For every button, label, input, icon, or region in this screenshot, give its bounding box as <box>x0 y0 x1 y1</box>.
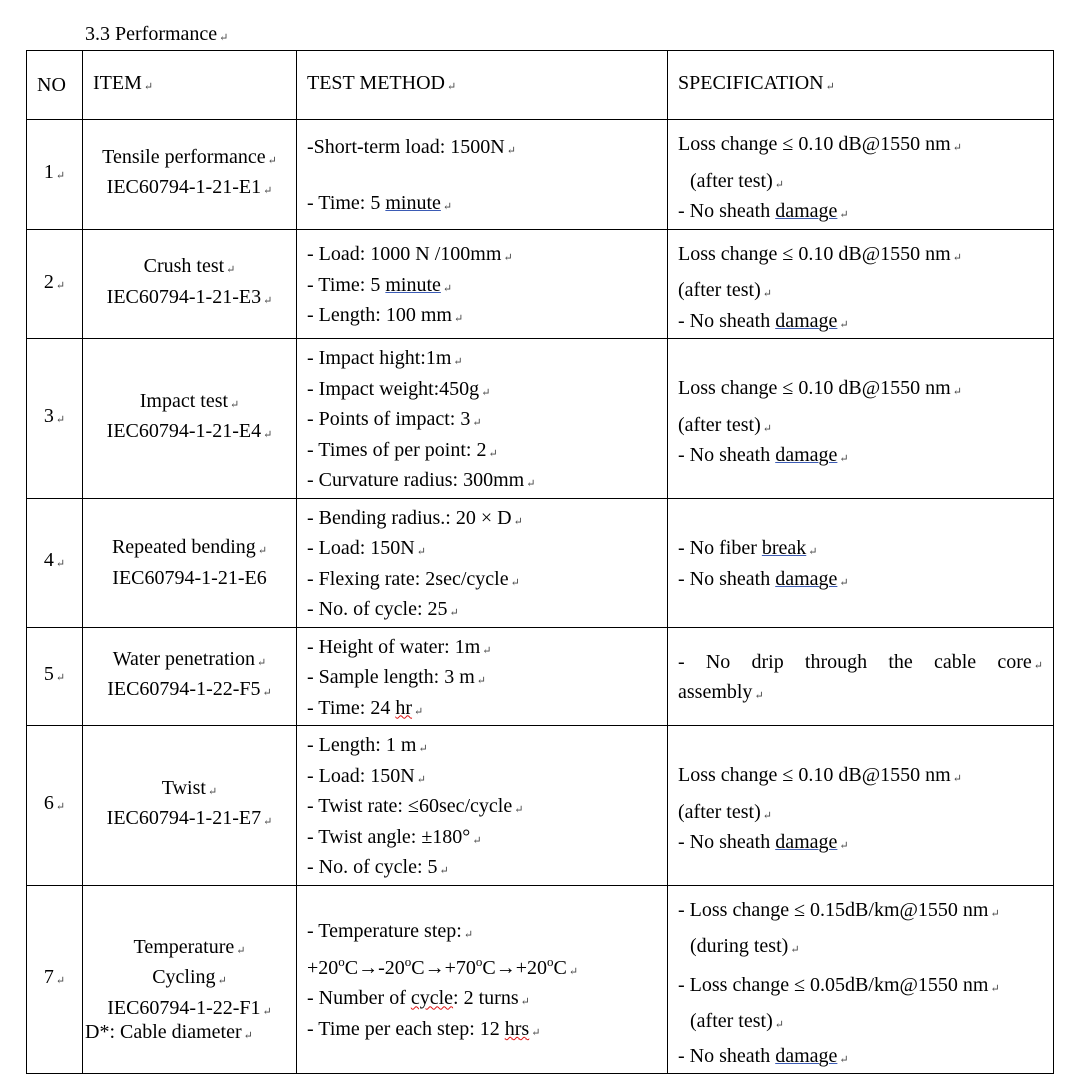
row-specification: Loss change ≤ 0.10 dB@1550 nm ↵ (after test) ↵ - No sheath damage ↵ <box>668 120 1054 230</box>
performance-table <box>26 50 1054 1074</box>
header-specification: SPECIFICATION ↵ <box>668 51 1054 120</box>
row-test-method: -Short-term load: 1500N ↵ - Time: 5 minute ↵ <box>297 120 668 230</box>
row-test-method: - Impact hight:1m ↵ - Impact weight:450g ↵ - Points of impact: 3 ↵ - Times of per point: 2 ↵ - Curvature radius: 300mm ↵ <box>297 339 668 499</box>
header-item: ITEM ↵ <box>83 51 297 120</box>
row-specification: Loss change ≤ 0.10 dB@1550 nm ↵ (after test) ↵ - No sheath damage ↵ <box>668 726 1054 886</box>
row-no: 4 ↵ <box>27 498 83 627</box>
paragraph-mark-icon: ↵ <box>219 32 229 44</box>
row-item: Temperature ↵ Cycling ↵ IEC60794-1-22-F1 ↵ <box>83 885 297 1074</box>
table-row <box>27 229 1054 339</box>
row-specification: - No fiber break ↵ - No sheath damage ↵ <box>668 498 1054 627</box>
row-item: Repeated bending ↵ IEC60794-1-21-E6 <box>83 498 297 627</box>
row-specification: - No drip through the cable core ↵ assembly ↵ <box>668 627 1054 726</box>
row-test-method: - Load: 1000 N /100mm ↵ - Time: 5 minute ↵ - Length: 100 mm ↵ <box>297 229 668 339</box>
footnote: D*: Cable diameter ↵ <box>85 1021 253 1043</box>
row-specification: Loss change ≤ 0.10 dB@1550 nm ↵ (after test) ↵ - No sheath damage ↵ <box>668 339 1054 499</box>
row-specification: - Loss change ≤ 0.15dB/km@1550 nm ↵ (during test) ↵ - Loss change ≤ 0.05dB/km@1550 nm ↵ (after test) ↵ - No sheath damage ↵ <box>668 885 1054 1074</box>
row-item: Impact test ↵ IEC60794-1-21-E4 ↵ <box>83 339 297 499</box>
row-test-method: - Height of water: 1m ↵ - Sample length: 3 m ↵ - Time: 24 hr ↵ <box>297 627 668 726</box>
section-title: 3.3 Performance <box>85 23 218 45</box>
header-test-method: TEST METHOD ↵ <box>297 51 668 120</box>
row-test-method: - Length: 1 m ↵ - Load: 150N ↵ - Twist rate: ≤60sec/cycle ↵ - Twist angle: ±180° ↵ - No. of cycle: 5 ↵ <box>297 726 668 886</box>
row-specification: Loss change ≤ 0.10 dB@1550 nm ↵ (after test) ↵ - No sheath damage ↵ <box>668 229 1054 339</box>
table-row <box>27 498 1054 627</box>
row-item: Twist ↵ IEC60794-1-21-E7 ↵ <box>83 726 297 886</box>
section-heading <box>85 21 228 51</box>
row-test-method: - Temperature step: ↵ $+20^oC\to-20^oC\to+70^oC\to+20^oC$ ↵ - Number of cycle: 2 turns ↵ - Time per each step: 12 hrs ↵ <box>297 885 668 1074</box>
table-header-row <box>27 51 1054 120</box>
row-no: 3 ↵ <box>27 339 83 499</box>
row-no: 5 ↵ <box>27 627 83 726</box>
row-no: 7 ↵ <box>27 885 83 1074</box>
table-row <box>27 627 1054 726</box>
header-no: NO <box>27 51 83 120</box>
table-row <box>27 726 1054 886</box>
row-test-method: - Bending radius.: 20 × D ↵ - Load: 150N ↵ - Flexing rate: 2sec/cycle ↵ - No. of cycle: 25 ↵ <box>297 498 668 627</box>
table-row <box>27 339 1054 499</box>
row-item: Tensile performance ↵ IEC60794-1-21-E1 ↵ <box>83 120 297 230</box>
table-row <box>27 120 1054 230</box>
row-item: Crush test ↵ IEC60794-1-21-E3 ↵ <box>83 229 297 339</box>
footnote-text: D*: Cable diameter <box>85 1021 242 1043</box>
row-no: 1 ↵ <box>27 120 83 230</box>
row-item: Water penetration ↵ IEC60794-1-22-F5 ↵ <box>83 627 297 726</box>
row-no: 6 ↵ <box>27 726 83 886</box>
row-no: 2 ↵ <box>27 229 83 339</box>
